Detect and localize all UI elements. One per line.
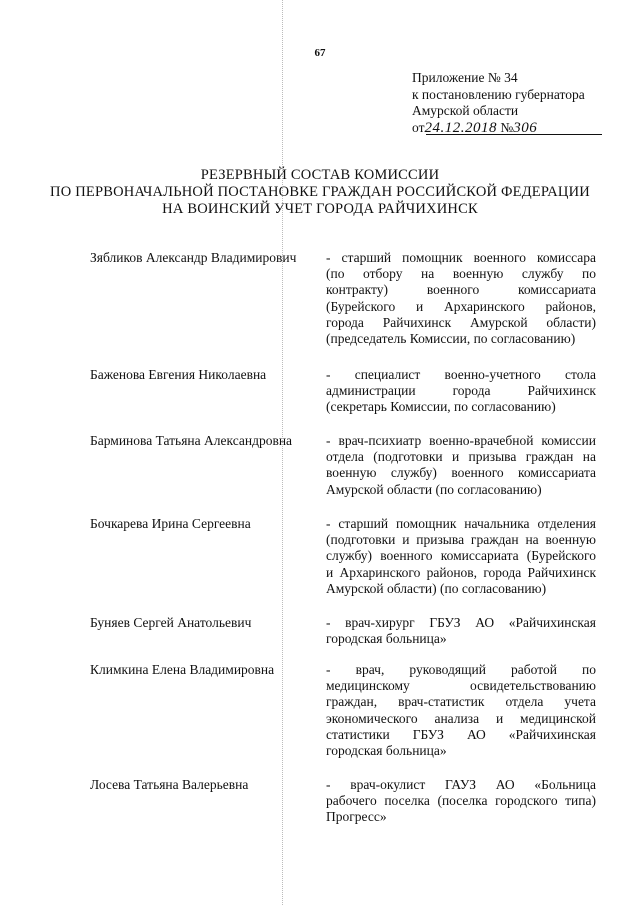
role-line: города Райчихинск Амурской области)	[326, 314, 596, 330]
appendix-line-2: к постановлению губернатора	[412, 86, 585, 102]
page-number: 67	[314, 47, 326, 59]
title-line-3: НА ВОИНСКИЙ УЧЕТ ГОРОДА РАЙЧИХИНСК	[162, 201, 478, 217]
role-line: (секретарь Комиссии, по согласованию)	[326, 399, 556, 415]
role-line: - врач, руководящий работой по	[326, 662, 596, 677]
appendix-block	[412, 70, 585, 136]
role-line: (председатель Комиссии, по согласованию)	[326, 331, 576, 347]
member-role	[326, 433, 596, 498]
member-role	[326, 250, 596, 347]
role-line: медицинскому освидетельствованию	[326, 678, 596, 694]
member-name: Баженова Евгения Николаевна	[90, 367, 267, 382]
role-line: - врач-психиатр военно-врачебной комиссии	[326, 433, 596, 448]
member-name: Лосева Татьяна Валерьевна	[90, 777, 249, 792]
appendix-date-line	[412, 120, 585, 137]
member-role	[326, 777, 596, 826]
document-title	[0, 167, 640, 218]
date-underline	[426, 134, 602, 135]
role-line: службу) военного комиссариата (Бурейского	[326, 548, 596, 564]
role-line: Амурской области) (по согласованию)	[326, 580, 547, 596]
binding-gutter-line	[282, 0, 283, 905]
member-name: Бочкарева Ирина Сергеевна	[90, 516, 251, 531]
appendix-line-1: Приложение № 34	[412, 70, 518, 85]
role-line: экономического анализа и медицинской	[326, 710, 596, 726]
role-line: городская больница»	[326, 743, 447, 759]
member-role	[326, 662, 596, 759]
date-value: 24.12.2018	[424, 119, 497, 136]
member-name: Климкина Елена Владимировна	[90, 662, 275, 677]
role-line: - старший помощник военного комиссара	[326, 250, 596, 265]
title-line-2: ПО ПЕРВОНАЧАЛЬНОЙ ПОСТАНОВКЕ ГРАЖДАН РОССИЙСКОЙ ФЕДЕРАЦИИ	[50, 184, 590, 200]
role-line: администрации города Райчихинск	[326, 383, 596, 399]
role-line: - врач-хирург ГБУЗ АО «Райчихинская	[326, 615, 596, 630]
member-name: Буняев Сергей Анатольевич	[90, 615, 252, 630]
role-line: контракту) военного комиссариата	[326, 282, 596, 298]
member-role	[326, 615, 596, 647]
member-name: Зябликов Александр Владимирович	[90, 250, 297, 265]
member-name: Барминова Татьяна Александровна	[90, 433, 293, 448]
appendix-line-3: Амурской области	[412, 103, 519, 118]
role-line: (по отбору на военную службу по	[326, 266, 596, 282]
role-line: (Бурейского и Архаринского районов,	[326, 298, 596, 314]
role-line: и Архаринского районов, города Райчихинск	[326, 564, 596, 580]
role-line: Прогресс»	[326, 809, 387, 825]
role-line: граждан, врач-статистик отдела учета	[326, 694, 596, 710]
date-prefix: от	[412, 119, 425, 135]
role-line: - специалист военно-учетного стола	[326, 367, 596, 382]
role-line: городская больница»	[326, 631, 447, 647]
role-line: рабочего поселка (поселка городского типа)	[326, 793, 596, 809]
role-line: (подготовки и призыва граждан на военную	[326, 532, 596, 548]
role-line: отдела (подготовки и призыва граждан на	[326, 449, 596, 465]
title-line-1: РЕЗЕРВНЫЙ СОСТАВ КОМИССИИ	[200, 167, 440, 183]
role-line: военную службу) военного комиссариата	[326, 465, 596, 481]
role-line: - старший помощник начальника отделения	[326, 516, 596, 531]
number-prefix: №	[500, 119, 514, 135]
role-line: Амурской области (по согласованию)	[326, 481, 542, 497]
member-role	[326, 367, 596, 416]
member-role	[326, 516, 596, 597]
number-value: 306	[513, 119, 538, 136]
role-line: - врач-окулист ГАУЗ АО «Больница	[326, 777, 596, 792]
role-line: статистики ГБУЗ АО «Райчихинская	[326, 726, 596, 742]
